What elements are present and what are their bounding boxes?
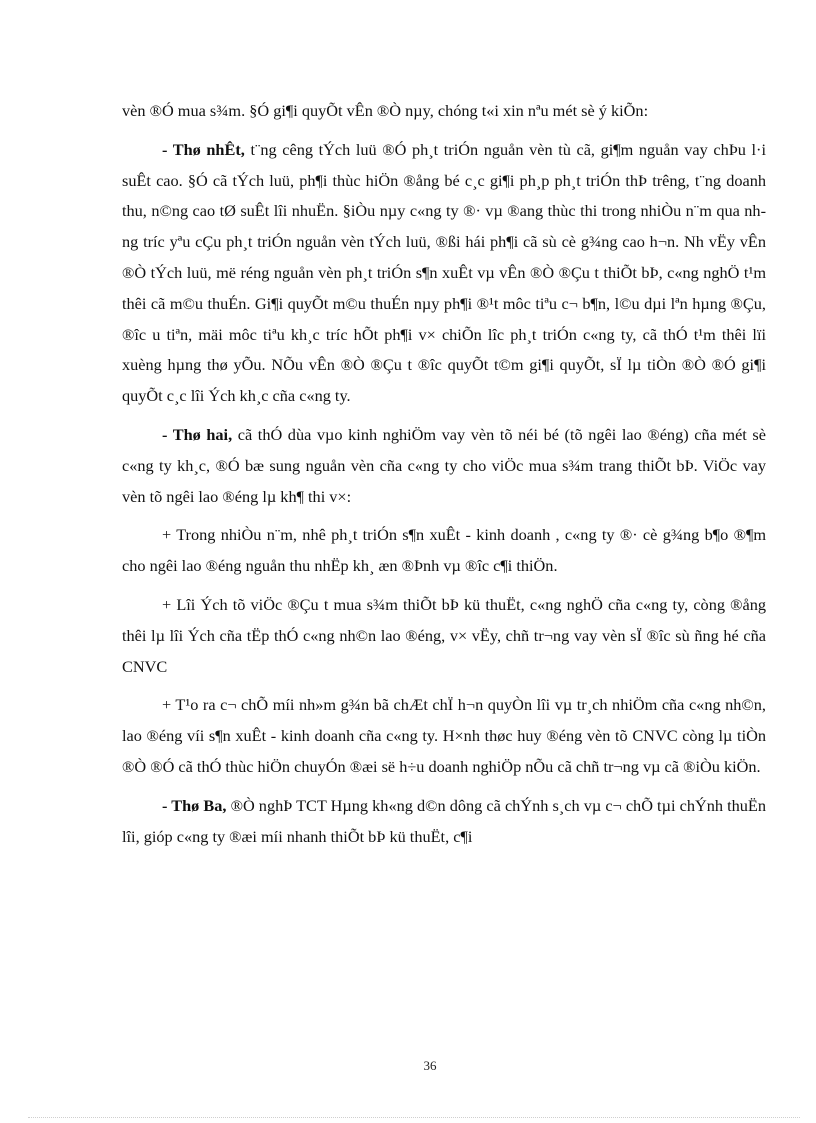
paragraph-intro (122, 96, 766, 127)
paragraph-text: ®Ò nghÞ TCT Hµng kh«ng d©n dông cã chÝnh s¸ch vµ c¬ chÕ tµi chÝnh thuËn lîi, gióp c«ng ty ®æi míi nhanh thiÕt bÞ kü thuËt, c¶i (122, 795, 766, 846)
paragraph-text: cã thÓ dùa vµo kinh nghiÖm vay vèn tõ néi bé (tõ ngêi lao ®éng) cña mét sè c«ng ty kh¸c, ®Ó bæ sung nguån vèn cña c«ng ty cho viÖc mua s¾m trang thiÕt bÞ. ViÖc vay vèn tõ ngêi lao ®éng lµ kh¶ thi v×: (122, 424, 766, 506)
paragraph-reason-benefit (122, 590, 766, 682)
paragraph-text: + T¹o ra c¬ chÕ míi nh»m g¾n bã chÆt chÏ h¬n quyÒn lîi vµ tr¸ch nhiÖm cña c«ng nh©n, lao ®éng víi s¶n xuÊt - kinh doanh cña c«ng ty. H×nh thøc huy ®éng vèn tõ CNVC còng lµ tiÒn ®Ò ®Ó cã thÓ thùc hiÖn chuyÓn ®æi së h÷u doanh nghiÖp nÕu cã chñ tr¬ng vµ cã ®iÒu kiÖn. (122, 695, 766, 776)
point-heading: - Thø hai, (162, 424, 233, 444)
paragraph-text: vèn ®Ó mua s¾m. §Ó gi¶i quyÕt vÊn ®Ò nµy, chóng t«i xin nªu mét sè ý kiÕn: (122, 101, 649, 120)
page-number: 36 (423, 1058, 437, 1073)
paragraph-point-two (122, 420, 766, 512)
page-body (122, 96, 766, 860)
paragraph-text: t¨ng cêng tÝch luü ®Ó ph¸t triÓn nguån vèn tù cã, gi¶m nguån vay chÞu l·i suÊt cao. §Ó cã tÝch luü, ph¶i thùc hiÖn ®ång bé c¸c gi¶i ph¸p ph¸t triÓn thÞ trêng, t¨ng doanh thu, n©ng cao tØ suÊt lîi nhuËn. §iÒu nµy c«ng ty ®· vµ ®ang thùc thi trong nhiÒu n¨m qua nhng tríc yªu cÇu ph¸t triÓn nguån vèn tÝch luü, ®ßi hái ph¶i cã sù cè g¾ng cao h¬n. Nh vËy vÊn ®Ò tÝch luü, më réng nguån vèn ph¸t triÓn s¶n xuÊt vµ vÊn ®Ò ®Çu t thiÕt bÞ, c«ng nghÖ t¹m thêi cã m©u thuÉn. Gi¶i quyÕt m©u thuÉn nµy ph¶i ®¹t môc tiªu c¬ b¶n, l©u dµi lªn hµng ®Çu, ®îc u tiªn, mäi môc tiªu kh¸c tríc hÕt ph¶i v× chiÕn lîc ph¸t triÓn c«ng ty, cã thÓ t¹m thêi lïi xuèng hµng thø yÕu. NÕu vÊn ®Ò ®Çu t ®îc quyÕt t©m gi¶i quyÕt, sÏ lµ tiÒn ®Ò ®Ó gi¶i quyÕt c¸c lîi Ých kh¸c cña c«ng ty. (122, 139, 766, 406)
paragraph-text: + Lîi Ých tõ viÖc ®Çu t mua s¾m thiÕt bÞ kü thuËt, c«ng nghÖ cña c«ng ty, còng ®ång thêi lµ lîi Ých cña tËp thÓ c«ng nh©n lao ®éng, v× vËy, chñ tr¬ng vay vèn sÏ ®îc sù ñng hé cña CNVC (122, 594, 766, 676)
paragraph-reason-income (122, 520, 766, 582)
paragraph-point-three (122, 791, 766, 853)
point-heading: - Thø nhÊt, (162, 139, 245, 159)
paragraph-point-one (122, 135, 766, 412)
footer-divider (28, 1117, 800, 1118)
paragraph-text: + Trong nhiÒu n¨m, nhê ph¸t triÓn s¶n xuÊt - kinh doanh , c«ng ty ®· cè g¾ng b¶o ®¶m cho ngêi lao ®éng nguån thu nhËp kh¸ æn ®Þnh vµ ®îc c¶i thiÖn. (122, 525, 766, 576)
paragraph-reason-mechanism (122, 690, 766, 782)
point-heading: - Thø Ba, (162, 795, 227, 815)
